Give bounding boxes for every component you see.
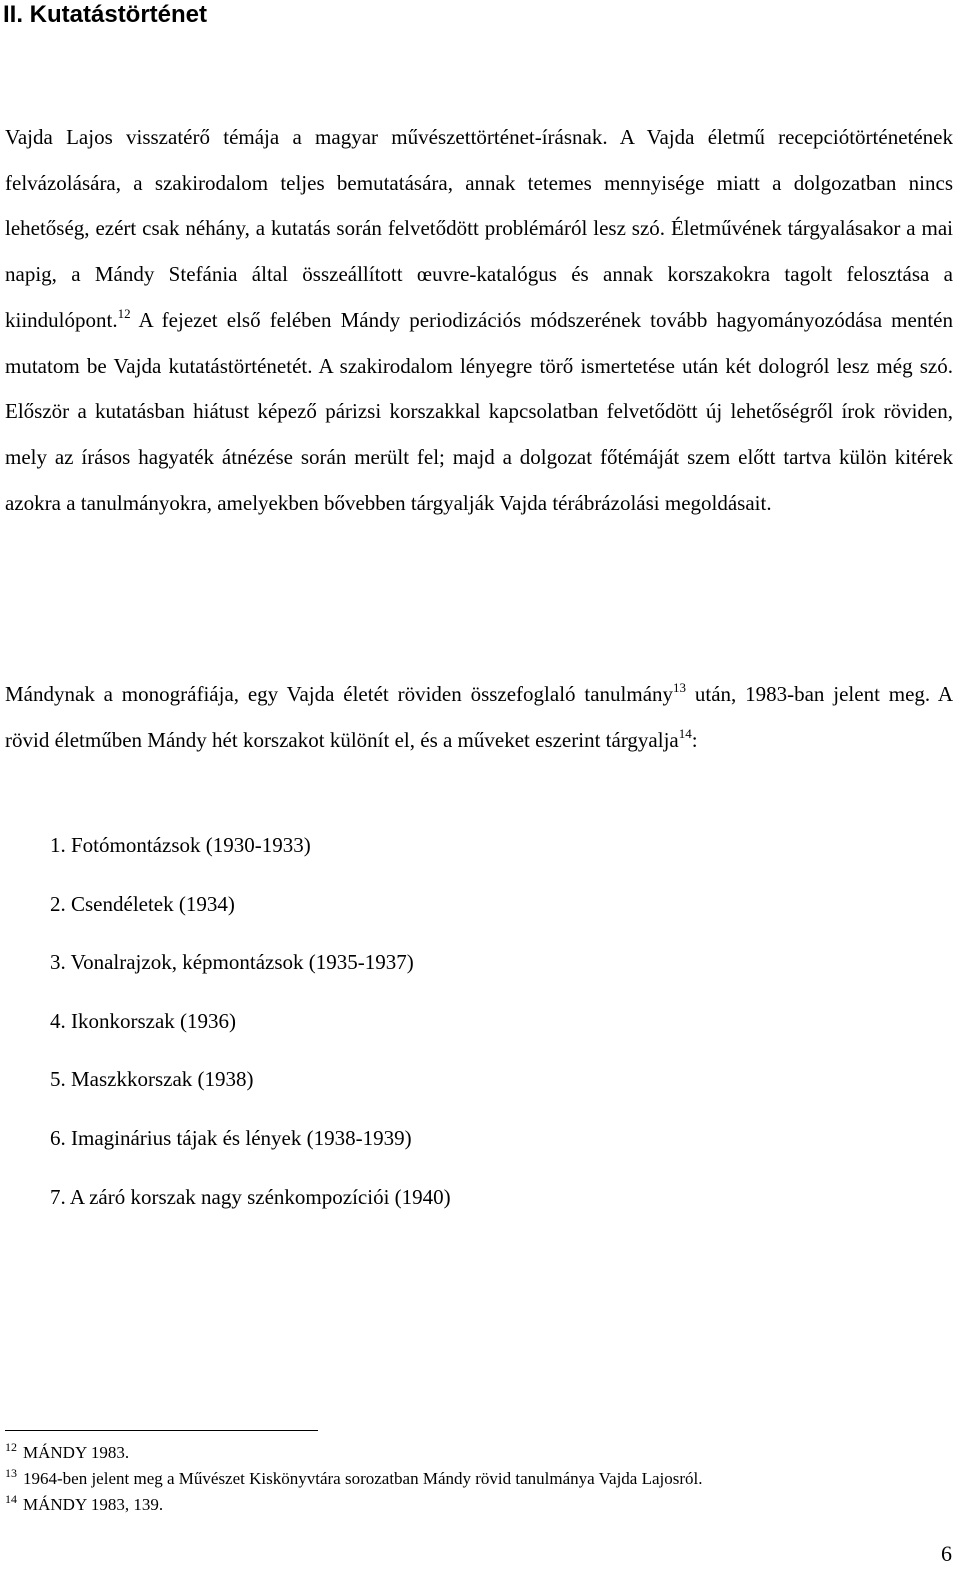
period-item: 3. Vonalrajzok, képmontázsok (1935-1937) [50, 950, 414, 975]
paragraph-text: : [691, 727, 698, 752]
paragraph-text: Vajda Lajos visszatérő témája a magyar művészettörténet-írásnak. A Vajda életmű recepciótörténetének felvázolására, a szakirodalom teljes bemutatására, annak tetemes mennyisége miatt a dolgozatban nincs lehetőség, ezért csak néhány, a kutatás során felvetődött problémáról lesz szó. Életművének tárgyalásakor a mai napig, a Mándy Stefánia által összeállított œuvre-katalógus és annak korszakokra tagolt felosztása a kiindulópont. [5, 125, 953, 332]
paragraph-text: után, 1983-ban jelent meg. A rövid életműben Mándy hét korszakot különít el, és a műveket eszerint tárgyalja [5, 682, 953, 752]
footnote-number: 12 [5, 1440, 17, 1454]
footnote-item [5, 1440, 945, 1466]
footnote-number: 13 [5, 1466, 17, 1480]
period-item: 6. Imaginárius tájak és lények (1938-1939) [50, 1125, 412, 1150]
paragraph-text: A fejezet első felében Mándy periodizációs módszerének tovább hagyományozódása mentén mutatom be Vajda kutatástörténetét. A szakirodalom lényegre törő ismertetése után két dologról lesz még szó. Először a kutatásban hiátust képező párizsi korszakkal kapcsolatban felvetődött új lehetőségről írok röviden, mely az írásos hagyaték átnézése során merült fel; majd a dolgozat főtémáját szem előtt tartva külön kitérek azokra a tanulmányokra, amelyekben bővebben tárgyalják Vajda térábrázolási megoldásait. [5, 307, 953, 515]
footnote-text: MÁNDY 1983. [23, 1443, 130, 1462]
period-item: 1. Fotómontázsok (1930-1933) [50, 833, 311, 857]
footnote-separator [5, 1430, 318, 1431]
chapter-heading: II. Kutatástörténet [3, 1, 208, 28]
period-item: 5. Maszkkorszak (1938) [50, 1067, 254, 1092]
footnote-ref-14[interactable]: 14 [678, 725, 692, 741]
footnote-ref-13[interactable]: 13 [673, 680, 687, 695]
period-item: 2. Csendéletek (1934) [50, 891, 235, 916]
footnote-item [5, 1492, 945, 1518]
period-list [50, 822, 451, 1232]
period-item: 4. Ikonkorszak (1936) [50, 1008, 237, 1033]
footnote-ref-12[interactable]: 12 [117, 305, 131, 321]
footnote-number: 14 [5, 1492, 17, 1506]
paragraph-text: Mándynak a monográfiája, egy Vajda életét röviden összefoglaló tanulmány [5, 682, 674, 706]
footnote-text: 1964-ben jelent meg a Művészet Kiskönyvtára sorozatban Mándy rövid tanulmánya Vajda Lajosról. [23, 1469, 703, 1488]
footnotes [5, 1440, 945, 1518]
page-number: 6 [941, 1541, 952, 1566]
paragraph-intro [5, 115, 953, 526]
footnote-item [5, 1466, 945, 1492]
paragraph-mandy [5, 672, 953, 763]
period-item: 7. A záró korszak nagy szénkompozíciói (1940) [50, 1184, 451, 1209]
footnote-text: MÁNDY 1983, 139. [23, 1495, 164, 1514]
